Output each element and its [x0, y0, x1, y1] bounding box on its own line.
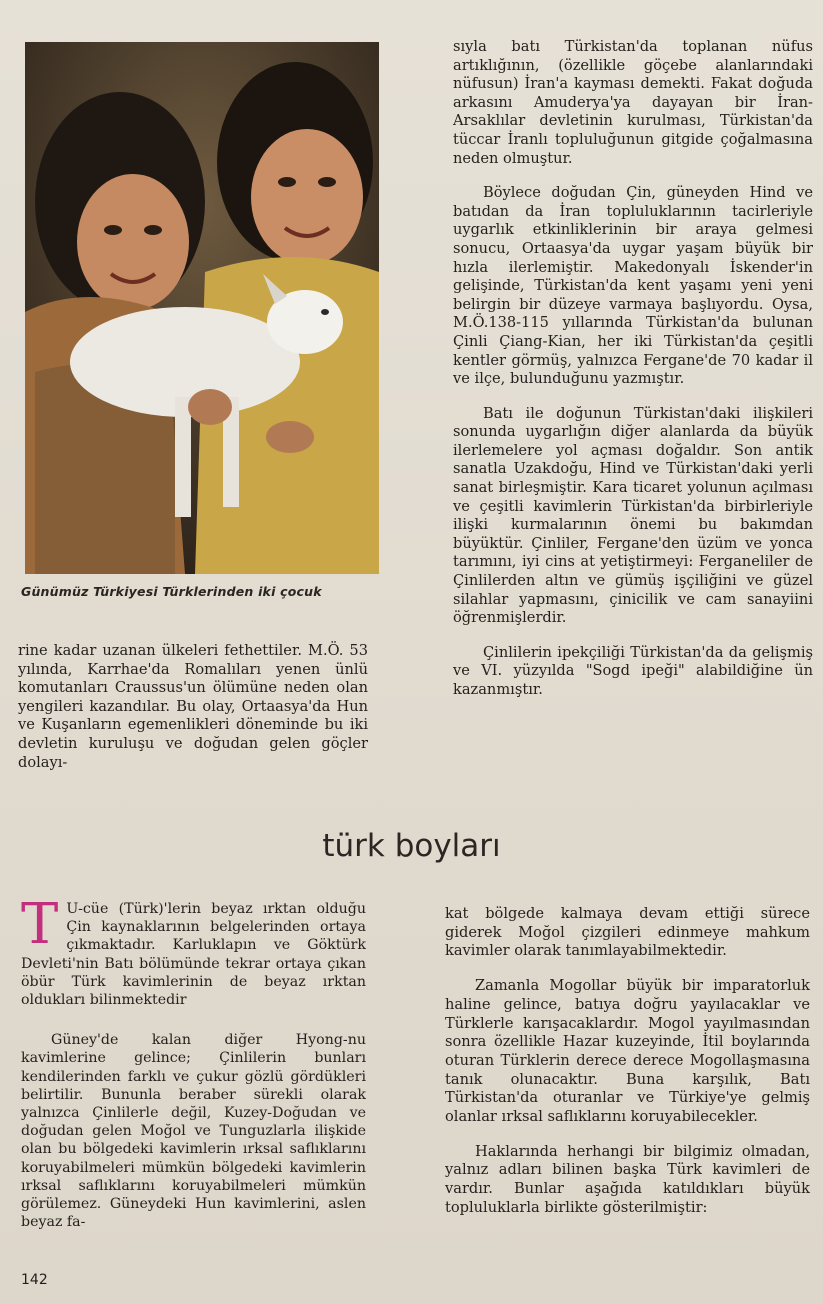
- paragraph: Çinlilerin ipekçiliği Türkistan'da da gelişmiş ve VI. yüzyılda "Sogd ipeği" alabildiğine ün kazanmıştır.: [453, 643, 813, 698]
- paragraph: Zamanla Mogollar büyük bir imparatorluk haline gelince, batıya doğru yayılacaklar ve Türklerle karışacaklardır. Mogol yayılmasından sonra özellikle Hazar kuzeyinde, İtil boylarında oturan Türklerin derece derece Mogollaşmasına tanık olunacaktır. Buna karşılık, Batı Türkistan'da oturanlar ve Türkiye'ye gelmiş olanlar ırksal saflıklarını koruyabilecekler.: [445, 977, 810, 1126]
- photo-two-children-with-goat: [25, 42, 379, 574]
- paragraph: Güney'de kalan diğer Hyong-nu kavimlerine gelince; Çinlilerin bunları kendilerinden farklı ve çukur gözlü gördükleri belirtilir. Bununla beraber sürekli olarak yalnızca Çinlilerle değil, Kuzey-Doğudan ve doğudan gelen Moğol ve Tunguzlarla ilişkide olan bu bölgedeki kavimlerin ırksal saflıklarını koruyabilmeleri mümkün bölgedeki kavimlerin ırksal saflıklarını koruyabilmeleri mümkün görülemez. Güneydeki Hun kavimlerini, aslen beyaz fa-: [21, 1032, 366, 1231]
- section-title: türk boyları: [322, 828, 501, 864]
- bottom-left-column: [21, 892, 366, 1247]
- paragraph: kat bölgede kalmaya devam ettiği sürece giderek Moğol çizgileri edinmeye mahkum kavimler olarak tanımlayabilmektedir.: [445, 905, 810, 960]
- top-left-column: [18, 642, 368, 788]
- paragraph: Böylece doğudan Çin, güneyden Hind ve batıdan da İran topluluklarının tacirleriyle uygarlık etkinliklerinin bir araya gelmesi sonucu, Ortaasya'da uygar yaşam büyük bir hızla ilerlemiştir. Makedonyalı İskender'in gelişinde, Türkistan'da kent yaşamı yeni yeni belirgin bir düzeye varmaya başlıyordu. Oysa, M.Ö.138-115 yıllarında Türkistan'da bulunan Çinli Çiang-Kian, her iki Türkistan'da çeşitli kentler görmüş, yalnızca Fergane'de 70 kadar il ve ilçe, bulunduğunu yazmıştır.: [453, 184, 813, 388]
- drop-cap: T: [21, 892, 59, 957]
- bottom-right-column: [445, 905, 810, 1234]
- paragraph: Haklarında herhangi bir bilgimiz olmadan, yalnız adları bilinen başka Türk kavimleri de vardır. Bunlar aşağıda katıldıkları büyük topluluklarla birlikte gösterilmiştir:: [445, 1142, 810, 1216]
- paragraph: Batı ile doğunun Türkistan'daki ilişkileri sonunda uygarlığın diğer alanlarda da büyük ilerlemelere yol açması doğaldır. Son antik sanatla Uzakdoğu, Hind ve Türkistan'daki yerli sanat birleşmiştir. Kara ticaret yolunun açılması ve çeşitli kavimlerin Türkistan'da birbirleriyle ilişki kurmalarının önemi bu bakımdan büyüktür. Çinliler, Fergane'den üzüm ve yonca tarımını, iyi cins at yetiştirmeyi: Ferganeliler de Çinlilerden altın ve gümüş işçiliğini ve güzel silahlar yapmasını, çinicilik ve cam sanayiini öğrenmişlerdir.: [453, 404, 813, 627]
- page-number: 142: [21, 1272, 48, 1288]
- photo-caption: Günümüz Türkiyesi Türklerinden iki çocuk: [21, 584, 322, 599]
- paragraph: rine kadar uzanan ülkeleri fethettiler. M.Ö. 53 yılında, Karrhae'da Romalıları yenen ünlü komutanları Craussus'un ölümüne neden olan yengileri kazandılar. Bu olay, Ortaasya'da Hun ve Kuşanların egemenlikleri döneminde bu iki devletin kuruluşu ve doğudan gelen göçler dolayı-: [18, 642, 368, 771]
- opening-text: U-cüe (Türk)'lerin beyaz ırktan olduğu Çin kaynaklarının belgelerinden ortaya çıkmaktadır. Karluklaрın ve Göktürk Devleti'nin Batı bölümünde tekrar ortaya çıkan öbür Türk kavimlerinin de beyaz ırktan oldukları bilinmektedir: [21, 901, 366, 1009]
- top-right-column: [453, 38, 813, 716]
- paragraph: sıyla batı Türkistan'da toplanan nüfus artıklığının, (özellikle göçebe alanlarındaki nüfusun) İran'a kayması demekti. Fakat doğuda arkasını Amuderya'ya dayayan bir İran-Arsaklılar devletinin kurulması, Türkistan'da tüccar İranlı topluluğunun gitgide çoğalmasına neden olmuştur.: [453, 38, 813, 167]
- opening-paragraph: [21, 892, 366, 1009]
